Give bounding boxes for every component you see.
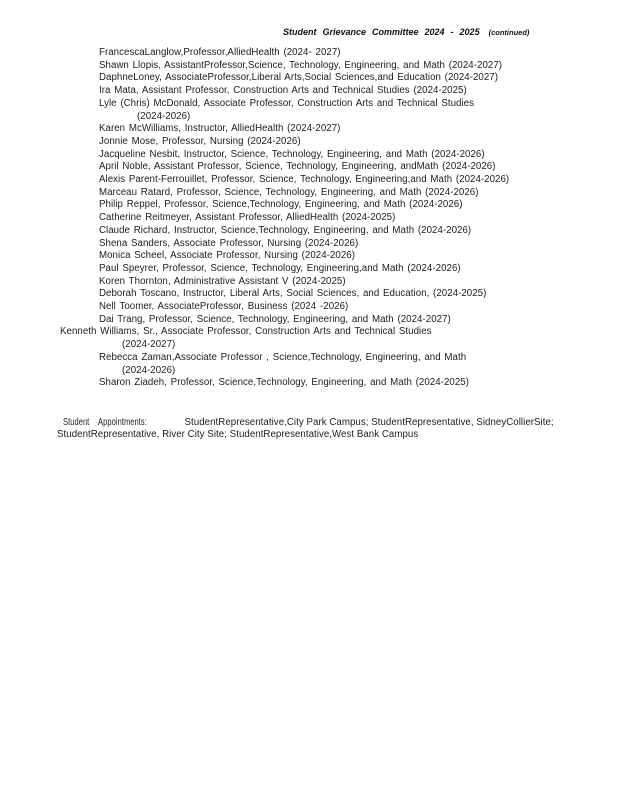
member-line: Karen McWilliams, Instructor, AlliedHealth (2024-2027) bbox=[99, 123, 341, 135]
member-line: Alexis Parent-Ferrouillet, Professor, Science, Technology, Engineering,and Math (2024-2026) bbox=[99, 174, 510, 186]
member-line: Paul Speyrer, Professor, Science, Technology, Engineering,and Math (2024-2026) bbox=[99, 262, 461, 274]
member-line: Jonnie Mose, Professor, Nursing (2024-2026) bbox=[99, 135, 301, 147]
member-line: Shawn Llopis, AssistantProfessor,Science, Technology, Engineering, and Math (2024-2027) bbox=[99, 59, 503, 71]
member-line: FrancescaLanglow,Professor,AlliedHealth (2024- 2027) bbox=[99, 47, 341, 58]
member-line: Shena Sanders, Associate Professor, Nursing (2024-2026) bbox=[99, 237, 359, 249]
member-line: Catherine Reitmeyer, Assistant Professor, AlliedHealth (2024-2025) bbox=[99, 212, 396, 224]
member-line: Jacqueline Nesbit, Instructor, Science, Technology, Engineering, and Math (2024-2026) bbox=[99, 148, 485, 160]
page-title-continued: (continued) bbox=[488, 28, 530, 37]
member-line: (2024-2026) bbox=[122, 364, 176, 376]
member-line: Ira Mata, Assistant Professor, Construction Arts and Technical Studies (2024-2025) bbox=[99, 85, 467, 97]
page-title bbox=[283, 27, 529, 37]
student-appointments-text: StudentRepresentative,City Park Campus; StudentRepresentative, SidneyCollierSite; StudentRepresentative, River City Site; StudentRepresentative,West Bank Campus bbox=[57, 417, 554, 441]
member-line: Dai Trang, Professor, Science, Technology, Engineering, and Math (2024-2027) bbox=[99, 313, 451, 325]
member-line: Philip Reppel, Professor, Science,Technology, Engineering, and Math (2024-2026) bbox=[99, 199, 463, 211]
student-appointments-label: Student Appointments: bbox=[63, 417, 147, 428]
member-line: Rebecca Zaman,Associate Professor , Science,Technology, Engineering, and Math bbox=[99, 351, 467, 363]
member-line: Monica Scheel, Associate Professor, Nursing (2024-2026) bbox=[99, 250, 355, 262]
member-list bbox=[0, 47, 618, 390]
member-line: Nell Toomer, AssociateProfessor, Business (2024 -2026) bbox=[99, 301, 349, 313]
member-line: (2024-2026) bbox=[137, 110, 191, 122]
member-line: DaphneLoney, AssociateProfessor,Liberal Arts,Social Sciences,and Education (2024-2027) bbox=[99, 72, 499, 84]
member-line: Marceau Ratard, Professor, Science, Technology, Engineering, and Math (2024-2026) bbox=[99, 186, 479, 198]
member-line: Koren Thornton, Administrative Assistant V (2024-2025) bbox=[99, 275, 346, 287]
member-line: Kenneth Williams, Sr., Associate Professor, Construction Arts and Technical Studies bbox=[60, 326, 432, 338]
member-line: Claude Richard, Instructor, Science,Technology, Engineering, and Math (2024-2026) bbox=[99, 224, 472, 236]
member-line: (2024-2027) bbox=[122, 339, 176, 351]
member-line: Sharon Ziadeh, Professor, Science,Technology, Engineering, and Math (2024-2025) bbox=[99, 377, 469, 389]
page-title-text: Student Grievance Committee 2024 - 2025 bbox=[283, 27, 480, 37]
member-line: Lyle (Chris) McDonald, Associate Professor, Construction Arts and Technical Studies bbox=[99, 97, 474, 109]
member-line: April Noble, Assistant Professor, Science, Technology, Engineering, andMath (2024-2026) bbox=[99, 161, 496, 173]
student-appointments-paragraph bbox=[57, 417, 578, 442]
member-line: Deborah Toscano, Instructor, Liberal Arts, Social Sciences, and Education, (2024-2025) bbox=[99, 288, 487, 300]
